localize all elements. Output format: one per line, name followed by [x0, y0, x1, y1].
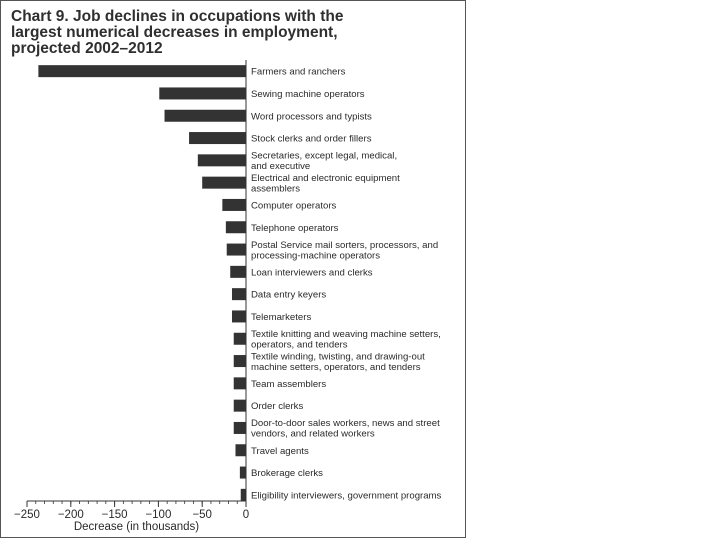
chart-title-line-3: projected 2002–2012: [11, 40, 163, 57]
category-label: vendors, and related workers: [251, 428, 375, 440]
x-tick-label: 0: [242, 509, 250, 521]
x-axis-label: Decrease (in thousands): [73, 521, 200, 533]
bar: [232, 310, 246, 322]
category-label: Travel agents: [251, 445, 309, 457]
category-label: Electrical and electronic equipment: [251, 172, 400, 184]
bar: [159, 87, 246, 99]
bar: [198, 154, 246, 166]
category-label: processing-machine operators: [251, 250, 381, 262]
category-label: Eligibility interviewers, government programs: [251, 490, 442, 502]
bar: [240, 467, 246, 479]
category-label: assemblers: [251, 183, 301, 195]
category-label: and executive: [251, 161, 311, 173]
bar: [234, 333, 246, 345]
bar: [232, 288, 246, 300]
bar: [227, 244, 246, 256]
category-label: Team assemblers: [251, 378, 327, 390]
bar: [230, 266, 246, 278]
category-label: Data entry keyers: [251, 289, 327, 301]
x-tick-label: −200: [57, 509, 84, 521]
chart-title-line-1: Chart 9. Job declines in occupations with the: [11, 8, 344, 25]
category-label: Stock clerks and order fillers: [251, 133, 372, 145]
category-label: Telephone operators: [251, 222, 339, 234]
bar: [241, 489, 246, 501]
category-label: Brokerage clerks: [251, 468, 323, 480]
bar: [189, 132, 246, 144]
category-label: Door-to-door sales workers, news and street: [251, 418, 440, 430]
category-label: operators, and tenders: [251, 339, 348, 351]
category-label: Loan interviewers and clerks: [251, 267, 373, 279]
bar-chart-plot: [1, 1, 467, 539]
bar: [234, 400, 246, 412]
category-label: Order clerks: [251, 401, 304, 413]
x-tick-label: −100: [145, 509, 172, 521]
category-label: Textile winding, twisting, and drawing-out: [251, 351, 425, 363]
chart-title-line-2: largest numerical decreases in employment,: [11, 24, 338, 41]
category-label: machine setters, operators, and tenders: [251, 361, 421, 373]
bar: [234, 377, 246, 389]
category-label: Secretaries, except legal, medical,: [251, 150, 398, 162]
x-tick-label: −250: [14, 509, 40, 521]
bar: [222, 199, 246, 211]
bar: [202, 177, 246, 189]
category-label: Farmers and ranchers: [251, 66, 346, 78]
category-label: Sewing machine operators: [251, 88, 365, 100]
x-tick-label: −50: [192, 509, 212, 521]
category-label: Postal Service mail sorters, processors, and: [251, 239, 439, 251]
category-label: Textile knitting and weaving machine setters,: [251, 329, 441, 340]
bar: [38, 65, 246, 77]
x-tick-label: −150: [101, 509, 128, 521]
bar: [226, 221, 246, 233]
category-label: Telemarketers: [251, 311, 312, 323]
bar: [234, 422, 246, 434]
bar: [234, 355, 246, 367]
category-label: Computer operators: [251, 200, 337, 212]
category-label: Word processors and typists: [251, 111, 372, 123]
bar: [235, 444, 246, 456]
bar: [165, 110, 246, 122]
